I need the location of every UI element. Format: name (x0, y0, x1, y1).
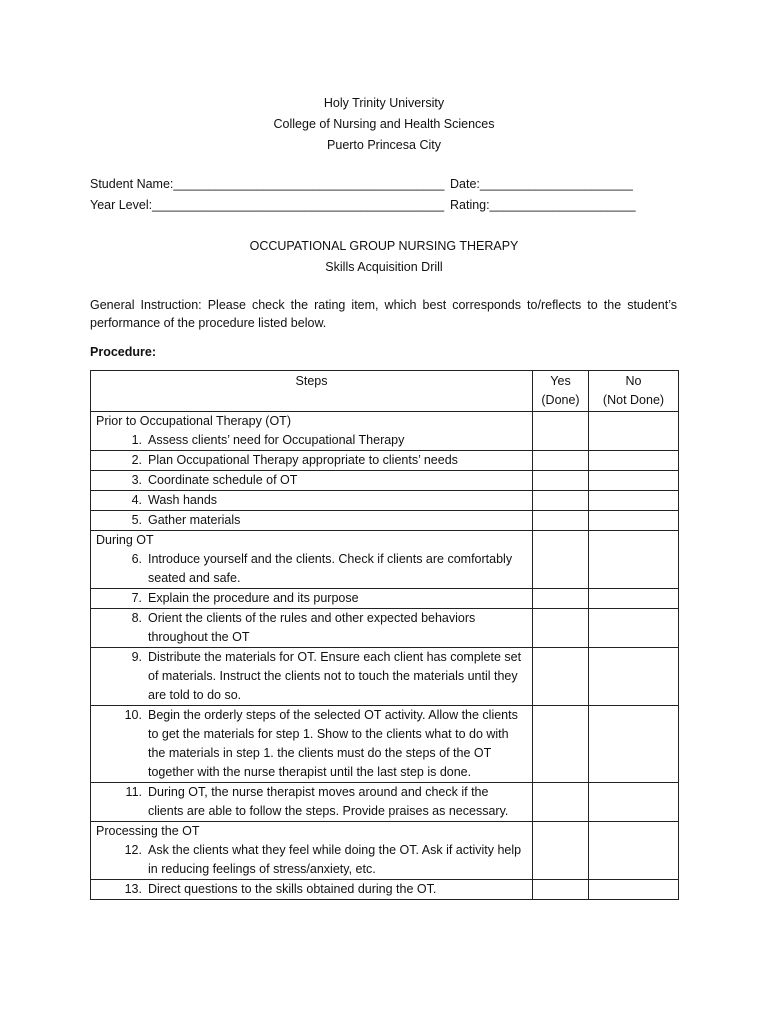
list-item (96, 880, 527, 899)
section-label: During OT (96, 533, 154, 547)
table-row (91, 880, 679, 900)
table-row (91, 589, 679, 609)
item-number: 8. (131, 611, 142, 625)
no-header-sublabel: (Not Done) (602, 393, 665, 407)
item-number: 4. (131, 493, 142, 507)
step-cell (91, 783, 533, 822)
title-main: OCCUPATIONAL GROUP NURSING THERAPY (249, 239, 519, 253)
no-header-label: No (625, 374, 642, 388)
section-label: Prior to Occupational Therapy (OT) (96, 414, 291, 428)
item-number: 13. (124, 882, 142, 896)
list-item (96, 471, 527, 490)
university-name: Holy Trinity University (323, 96, 445, 110)
step-cell (91, 706, 533, 783)
item-number: 2. (131, 453, 142, 467)
no-checkbox-cell[interactable] (589, 609, 679, 648)
yes-checkbox-cell[interactable] (533, 783, 589, 822)
yes-checkbox-cell[interactable] (533, 822, 589, 880)
yes-checkbox-cell[interactable] (533, 880, 589, 900)
year-level-field[interactable]: Year Level:__________________________________________ (90, 198, 445, 212)
item-number: 3. (131, 473, 142, 487)
general-instruction: General Instruction: Please check the rating item, which best corresponds to/reflects to the student’s performance of the procedure listed below. (90, 298, 677, 330)
item-number: 12. (124, 843, 142, 857)
yes-checkbox-cell[interactable] (533, 609, 589, 648)
procedure-table (90, 370, 679, 900)
step-cell (91, 609, 533, 648)
item-text: Explain the procedure and its purpose (148, 591, 359, 605)
yes-checkbox-cell[interactable] (533, 589, 589, 609)
step-cell (91, 511, 533, 531)
table-header-row (91, 371, 679, 412)
item-text: Orient the clients of the rules and other expected behaviors throughout the OT (148, 611, 476, 644)
yes-header-label: Yes (550, 374, 571, 388)
yes-checkbox-cell[interactable] (533, 451, 589, 471)
item-number: 6. (131, 552, 142, 566)
college-name: College of Nursing and Health Sciences (273, 117, 495, 131)
step-cell (91, 412, 533, 451)
step-cell (91, 822, 533, 880)
item-text: Begin the orderly steps of the selected OT activity. Allow the clients to get the materials for step 1. Show to the clients what to do with the materials in step 1. the clients must do the steps of the OT together with the nurse therapist until the last step is done. (148, 708, 518, 779)
table-row (91, 609, 679, 648)
step-cell (91, 880, 533, 900)
item-text: Wash hands (148, 493, 218, 507)
no-checkbox-cell[interactable] (589, 706, 679, 783)
list-item (96, 431, 527, 450)
yes-checkbox-cell[interactable] (533, 511, 589, 531)
list-item (96, 589, 527, 608)
table-row (91, 783, 679, 822)
item-number: 9. (131, 650, 142, 664)
step-cell (91, 531, 533, 589)
item-text: Ask the clients what they feel while doing the OT. Ask if activity help in reducing feelings of stress/anxiety, etc. (148, 843, 522, 876)
item-number: 10. (124, 708, 142, 722)
no-header (589, 371, 679, 412)
table-row (91, 491, 679, 511)
document-title (0, 236, 768, 278)
no-checkbox-cell[interactable] (589, 531, 679, 589)
item-text: Gather materials (148, 513, 241, 527)
yes-checkbox-cell[interactable] (533, 531, 589, 589)
item-text: Coordinate schedule of OT (148, 473, 298, 487)
yes-checkbox-cell[interactable] (533, 491, 589, 511)
table-row (91, 531, 679, 589)
item-number: 11. (125, 785, 142, 799)
table-row (91, 511, 679, 531)
list-item (96, 783, 527, 821)
procedure-label: Procedure: (90, 345, 156, 359)
table-row (91, 412, 679, 451)
table-row (91, 648, 679, 706)
list-item (96, 648, 527, 705)
table-row (91, 451, 679, 471)
no-checkbox-cell[interactable] (589, 412, 679, 451)
no-checkbox-cell[interactable] (589, 783, 679, 822)
section-label: Processing the OT (96, 824, 200, 838)
list-item (96, 491, 527, 510)
no-checkbox-cell[interactable] (589, 880, 679, 900)
no-checkbox-cell[interactable] (589, 471, 679, 491)
rating-field[interactable]: Rating:_____________________ (450, 198, 636, 212)
title-sub: Skills Acquisition Drill (325, 260, 443, 274)
step-cell (91, 491, 533, 511)
item-text: Direct questions to the skills obtained during the OT. (148, 882, 437, 896)
no-checkbox-cell[interactable] (589, 451, 679, 471)
list-item (96, 706, 527, 782)
list-item (96, 609, 527, 647)
student-info-fields (90, 174, 680, 216)
item-number: 1. (131, 433, 142, 447)
item-text: During OT, the nurse therapist moves around and check if the clients are able to follow the steps. Provide praises as necessary. (148, 785, 509, 818)
item-number: 5. (131, 513, 142, 527)
no-checkbox-cell[interactable] (589, 822, 679, 880)
list-item (96, 550, 527, 588)
no-checkbox-cell[interactable] (589, 491, 679, 511)
list-item (96, 841, 527, 879)
field-row-2 (90, 195, 680, 216)
city-name: Puerto Princesa City (327, 138, 441, 152)
item-text: Distribute the materials for OT. Ensure each client has complete set of materials. Instruct the clients not to touch the materials until they are told to do so. (148, 650, 522, 702)
no-checkbox-cell[interactable] (589, 648, 679, 706)
step-cell (91, 471, 533, 491)
table-row (91, 471, 679, 491)
yes-checkbox-cell[interactable] (533, 706, 589, 783)
document-header (0, 93, 768, 156)
step-cell (91, 648, 533, 706)
item-text: Assess clients’ need for Occupational Therapy (148, 433, 405, 447)
date-field[interactable]: Date:______________________ (450, 177, 633, 191)
table-row (91, 706, 679, 783)
step-cell (91, 589, 533, 609)
steps-header: Steps (91, 371, 533, 412)
yes-checkbox-cell[interactable] (533, 412, 589, 451)
yes-header (533, 371, 589, 412)
list-item (96, 451, 527, 470)
item-text: Introduce yourself and the clients. Check if clients are comfortably seated and safe. (148, 552, 513, 585)
yes-checkbox-cell[interactable] (533, 471, 589, 491)
list-item (96, 511, 527, 530)
table-row (91, 822, 679, 880)
yes-header-sublabel: (Done) (541, 393, 580, 407)
step-cell (91, 451, 533, 471)
item-number: 7. (131, 591, 142, 605)
item-text: Plan Occupational Therapy appropriate to clients’ needs (148, 453, 458, 467)
no-checkbox-cell[interactable] (589, 511, 679, 531)
field-row-1 (90, 174, 680, 195)
yes-checkbox-cell[interactable] (533, 648, 589, 706)
no-checkbox-cell[interactable] (589, 589, 679, 609)
student-name-field[interactable]: Student Name:_______________________________________ (90, 177, 445, 191)
